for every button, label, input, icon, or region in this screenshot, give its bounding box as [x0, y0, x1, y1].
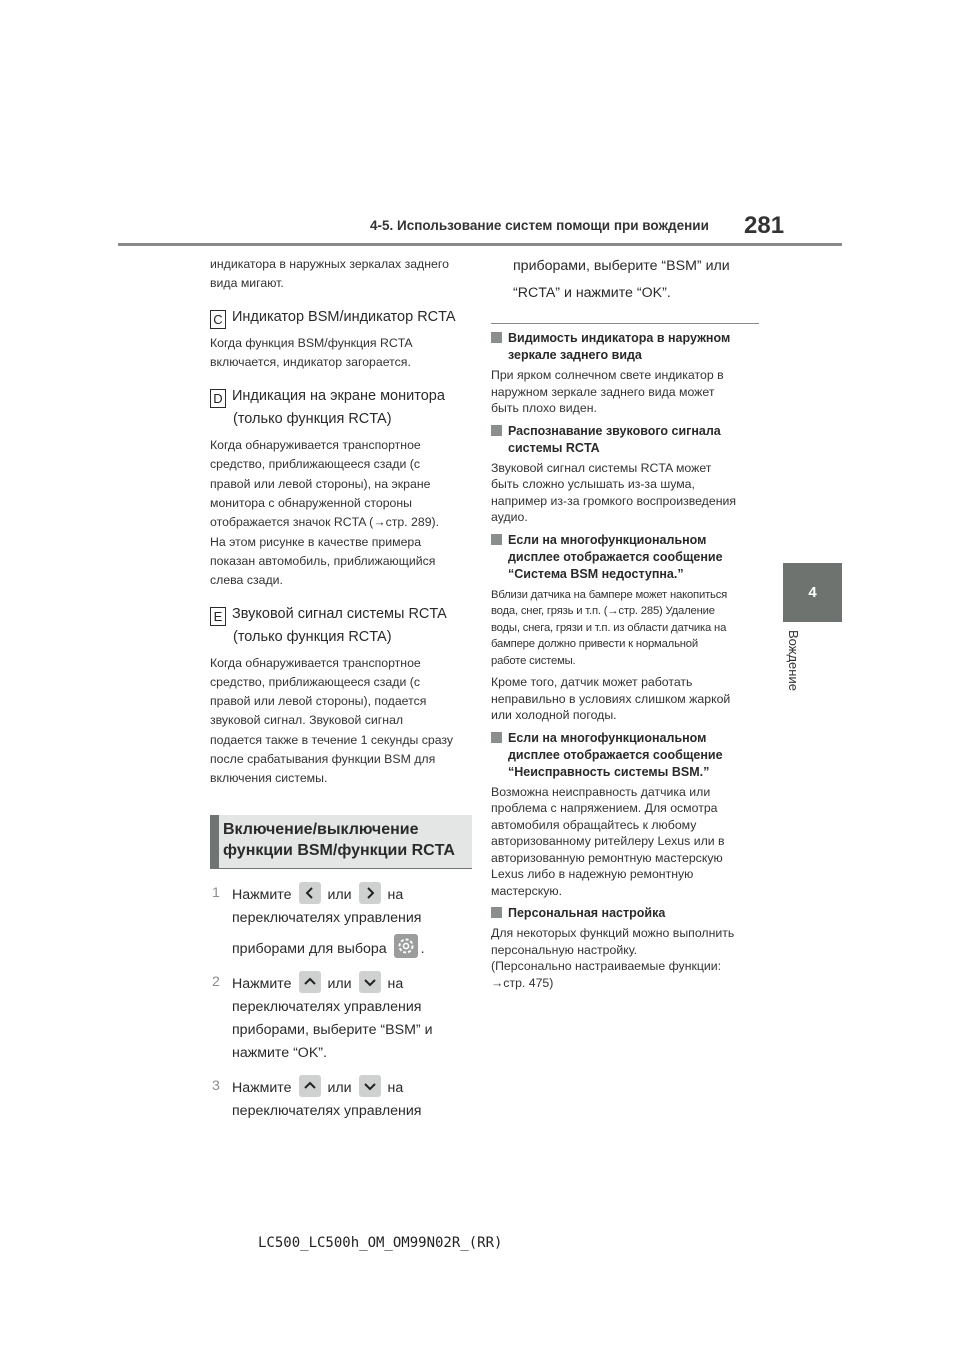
note-title-line: Видимость индикатора в наружном: [508, 331, 731, 345]
body-line: На этом рисунке в качестве примера: [210, 534, 422, 549]
note-line: вода, снег, грязь и т.п. (→стр. 285) Удаление: [491, 605, 715, 617]
step-text: или: [327, 975, 352, 992]
body-line: включения системы.: [210, 771, 328, 786]
note-title-line: системы RCTA: [508, 440, 600, 455]
step-text: .: [420, 940, 425, 957]
body-line: подается также в течение 1 секунды сразу: [210, 732, 454, 747]
item-d-body: [210, 436, 472, 590]
note-title-line: Персональная настройка: [508, 906, 666, 920]
step-text: Нажмите: [232, 1079, 292, 1096]
note-title: [491, 730, 759, 781]
note-body: [491, 367, 759, 417]
step-number: 3: [212, 1077, 220, 1094]
note-line: наружном зеркале заднего вида может: [491, 384, 715, 399]
note-line: мастерскую.: [491, 883, 563, 898]
note-line: воды, снега, грязи и т.п. из области датчика на: [491, 621, 727, 634]
note-line: проблема с напряжением. Для осмотра: [491, 801, 718, 815]
note-line: быть сложно услышать из-за шума,: [491, 477, 695, 491]
note-line: →стр. 475): [491, 975, 554, 990]
note-title-line: “Система BSM недоступна.”: [508, 566, 684, 581]
note-title-line: дисплее отображается сообщение: [508, 549, 723, 564]
intro-line: вида мигают.: [210, 276, 284, 291]
note-line: Для некоторых функций можно выполнить: [491, 926, 735, 940]
step-text: Нажмите: [232, 975, 292, 992]
body-line: Когда обнаруживается транспортное: [210, 438, 421, 453]
body-line: отображается значок RCTA (→стр. 289).: [210, 515, 440, 530]
body-line: после срабатывания функции BSM для: [210, 752, 436, 767]
notes-divider: [491, 323, 759, 324]
step-1: [210, 882, 472, 961]
note-line: неправильно в условиях слишком жаркой: [491, 691, 731, 706]
note-bullet-icon: [491, 732, 502, 743]
intro-line: индикатора в наружных зеркалах заднего: [210, 257, 449, 271]
body-line: Когда обнаруживается транспортное: [210, 655, 421, 670]
body-line: средство, приближающееся сзади (с: [210, 674, 420, 689]
note-title: [491, 330, 759, 364]
item-e-letter: E: [210, 607, 226, 626]
chapter-tab[interactable]: 4: [783, 563, 842, 622]
note-bullet-icon: [491, 332, 502, 343]
note-body: [491, 784, 759, 900]
note-line: авторизованную ремонтную мастерскую: [491, 850, 723, 865]
note-body: [491, 587, 759, 670]
body-line: слева сзади.: [210, 573, 283, 588]
item-c-title: [210, 306, 472, 329]
note-line: Звуковой сигнал системы RCTA может: [491, 460, 712, 475]
step-text: на: [387, 975, 404, 992]
step-3: [210, 1075, 472, 1123]
note-title-line: зеркале заднего вида: [508, 348, 642, 362]
note-title-line: Распознавание звукового сигнала: [508, 423, 721, 438]
step-text: переключателях управления: [232, 909, 422, 926]
note-line: аудио.: [491, 510, 528, 524]
step-number: 2: [212, 973, 220, 990]
note-line: быть плохо виден.: [491, 401, 597, 415]
note-line: авторизованному ритейлеру Lexus или в: [491, 834, 725, 848]
note-bullet-icon: [491, 907, 502, 918]
body-line: правой или левой стороны), на экране: [210, 476, 431, 491]
header-rule: [118, 243, 842, 246]
body-line: включается, индикатор загорается.: [210, 354, 411, 369]
note-title-line: Если на многофункциональном: [508, 730, 707, 745]
down-arrow-button-icon[interactable]: [359, 971, 381, 993]
body-line: Когда функция BSM/функция RCTA: [210, 335, 413, 350]
left-column: [210, 255, 472, 1123]
note-line: или холодной погоды.: [491, 708, 617, 722]
body-line: правой или левой стороны), подается: [210, 694, 427, 709]
item-c-title-text: Индикатор BSM/индикатор RCTA: [232, 308, 456, 325]
item-c-letter: C: [210, 310, 226, 329]
item-e-body: [210, 654, 472, 789]
note-line: автомобиля обращайтесь к любому: [491, 817, 697, 832]
note-title: [491, 905, 759, 922]
note-line: При ярком солнечном свете индикатор в: [491, 368, 724, 382]
body-line: средство, приближающееся сзади (с: [210, 457, 420, 472]
left-arrow-button-icon[interactable]: [299, 882, 321, 904]
right-column: [491, 255, 759, 991]
chapter-label: [783, 630, 803, 692]
document-code: LC500_LC500h_OM_OM99N02R_(RR): [258, 1235, 503, 1251]
item-e-title-line: (только функция RCTA): [233, 628, 392, 645]
section-heading-line: Включение/выключение: [223, 820, 419, 838]
item-e-title-line: Звуковой сигнал системы RCTA: [232, 605, 447, 622]
note-line: например из-за громкого воспроизведения: [491, 493, 737, 508]
intro-text: [210, 255, 472, 294]
step-2: [210, 971, 472, 1065]
note-body: [491, 674, 759, 724]
section-title: 4-5. Использование систем помощи при вождении: [370, 218, 709, 233]
step-text: на: [387, 886, 404, 903]
note-line: бампере должно привести к нормальной: [491, 638, 698, 650]
item-c-body: [210, 334, 472, 373]
note-body: [491, 460, 759, 526]
note-line: Lexus либо в надежную ремонтную: [491, 867, 694, 881]
step-text: или: [327, 1079, 352, 1096]
note-line: Возможна неисправность датчика или: [491, 784, 711, 799]
note-line: Вблизи датчика на бампере может накопиться: [491, 588, 728, 601]
step-text: переключателях управления: [232, 1102, 422, 1119]
item-d-title-line: (только функция RCTA): [233, 411, 392, 428]
up-arrow-button-icon[interactable]: [299, 971, 321, 993]
settings-gear-icon[interactable]: [394, 934, 418, 958]
section-heading: [210, 815, 472, 869]
note-line: (Персонально настраиваемые функции:: [491, 959, 722, 973]
step-text: или: [327, 886, 352, 903]
step-text: на: [387, 1079, 404, 1096]
note-bullet-icon: [491, 534, 502, 545]
section-heading-line: функции BSM/функции RCTA: [223, 841, 455, 859]
step-text: приборами, выберите “BSM” и: [232, 1021, 433, 1038]
body-line: показан автомобиль, приближающийся: [210, 553, 436, 568]
note-line: работе системы.: [491, 654, 576, 667]
item-d-title: [210, 385, 472, 431]
right-arrow-button-icon[interactable]: [359, 882, 381, 904]
step-text: приборами, выберите “BSM” или: [513, 258, 730, 274]
step-text: переключателях управления: [232, 998, 422, 1015]
step-text: нажмите “OK”.: [232, 1044, 327, 1061]
note-line: Кроме того, датчик может работать: [491, 675, 693, 689]
note-title-line: Если на многофункциональном: [508, 532, 707, 547]
step-text: приборами для выбора: [232, 940, 387, 957]
note-body: [491, 925, 759, 991]
note-title-line: дисплее отображается сообщение: [508, 747, 723, 762]
step-number: 1: [212, 884, 220, 901]
page-number: 281: [744, 212, 785, 239]
step-text: “RCTA” и нажмите “OK”.: [513, 285, 671, 301]
chapter-label-text: Вождение: [786, 630, 801, 691]
note-title-line: “Неисправность системы BSM.”: [508, 764, 710, 779]
body-line: монитора с обнаруженной стороны: [210, 496, 413, 511]
down-arrow-button-icon[interactable]: [359, 1075, 381, 1097]
note-title: [491, 423, 759, 457]
note-bullet-icon: [491, 425, 502, 436]
step-3-continued: [491, 255, 759, 305]
item-e-title: [210, 603, 472, 649]
body-line: звуковой сигнал. Звуковой сигнал: [210, 713, 404, 728]
step-text: Нажмите: [232, 886, 292, 903]
item-d-title-line: Индикация на экране монитора: [232, 388, 445, 405]
note-line: персональную настройку.: [491, 942, 638, 957]
up-arrow-button-icon[interactable]: [299, 1075, 321, 1097]
note-title: [491, 532, 759, 583]
item-d-letter: D: [210, 389, 226, 408]
